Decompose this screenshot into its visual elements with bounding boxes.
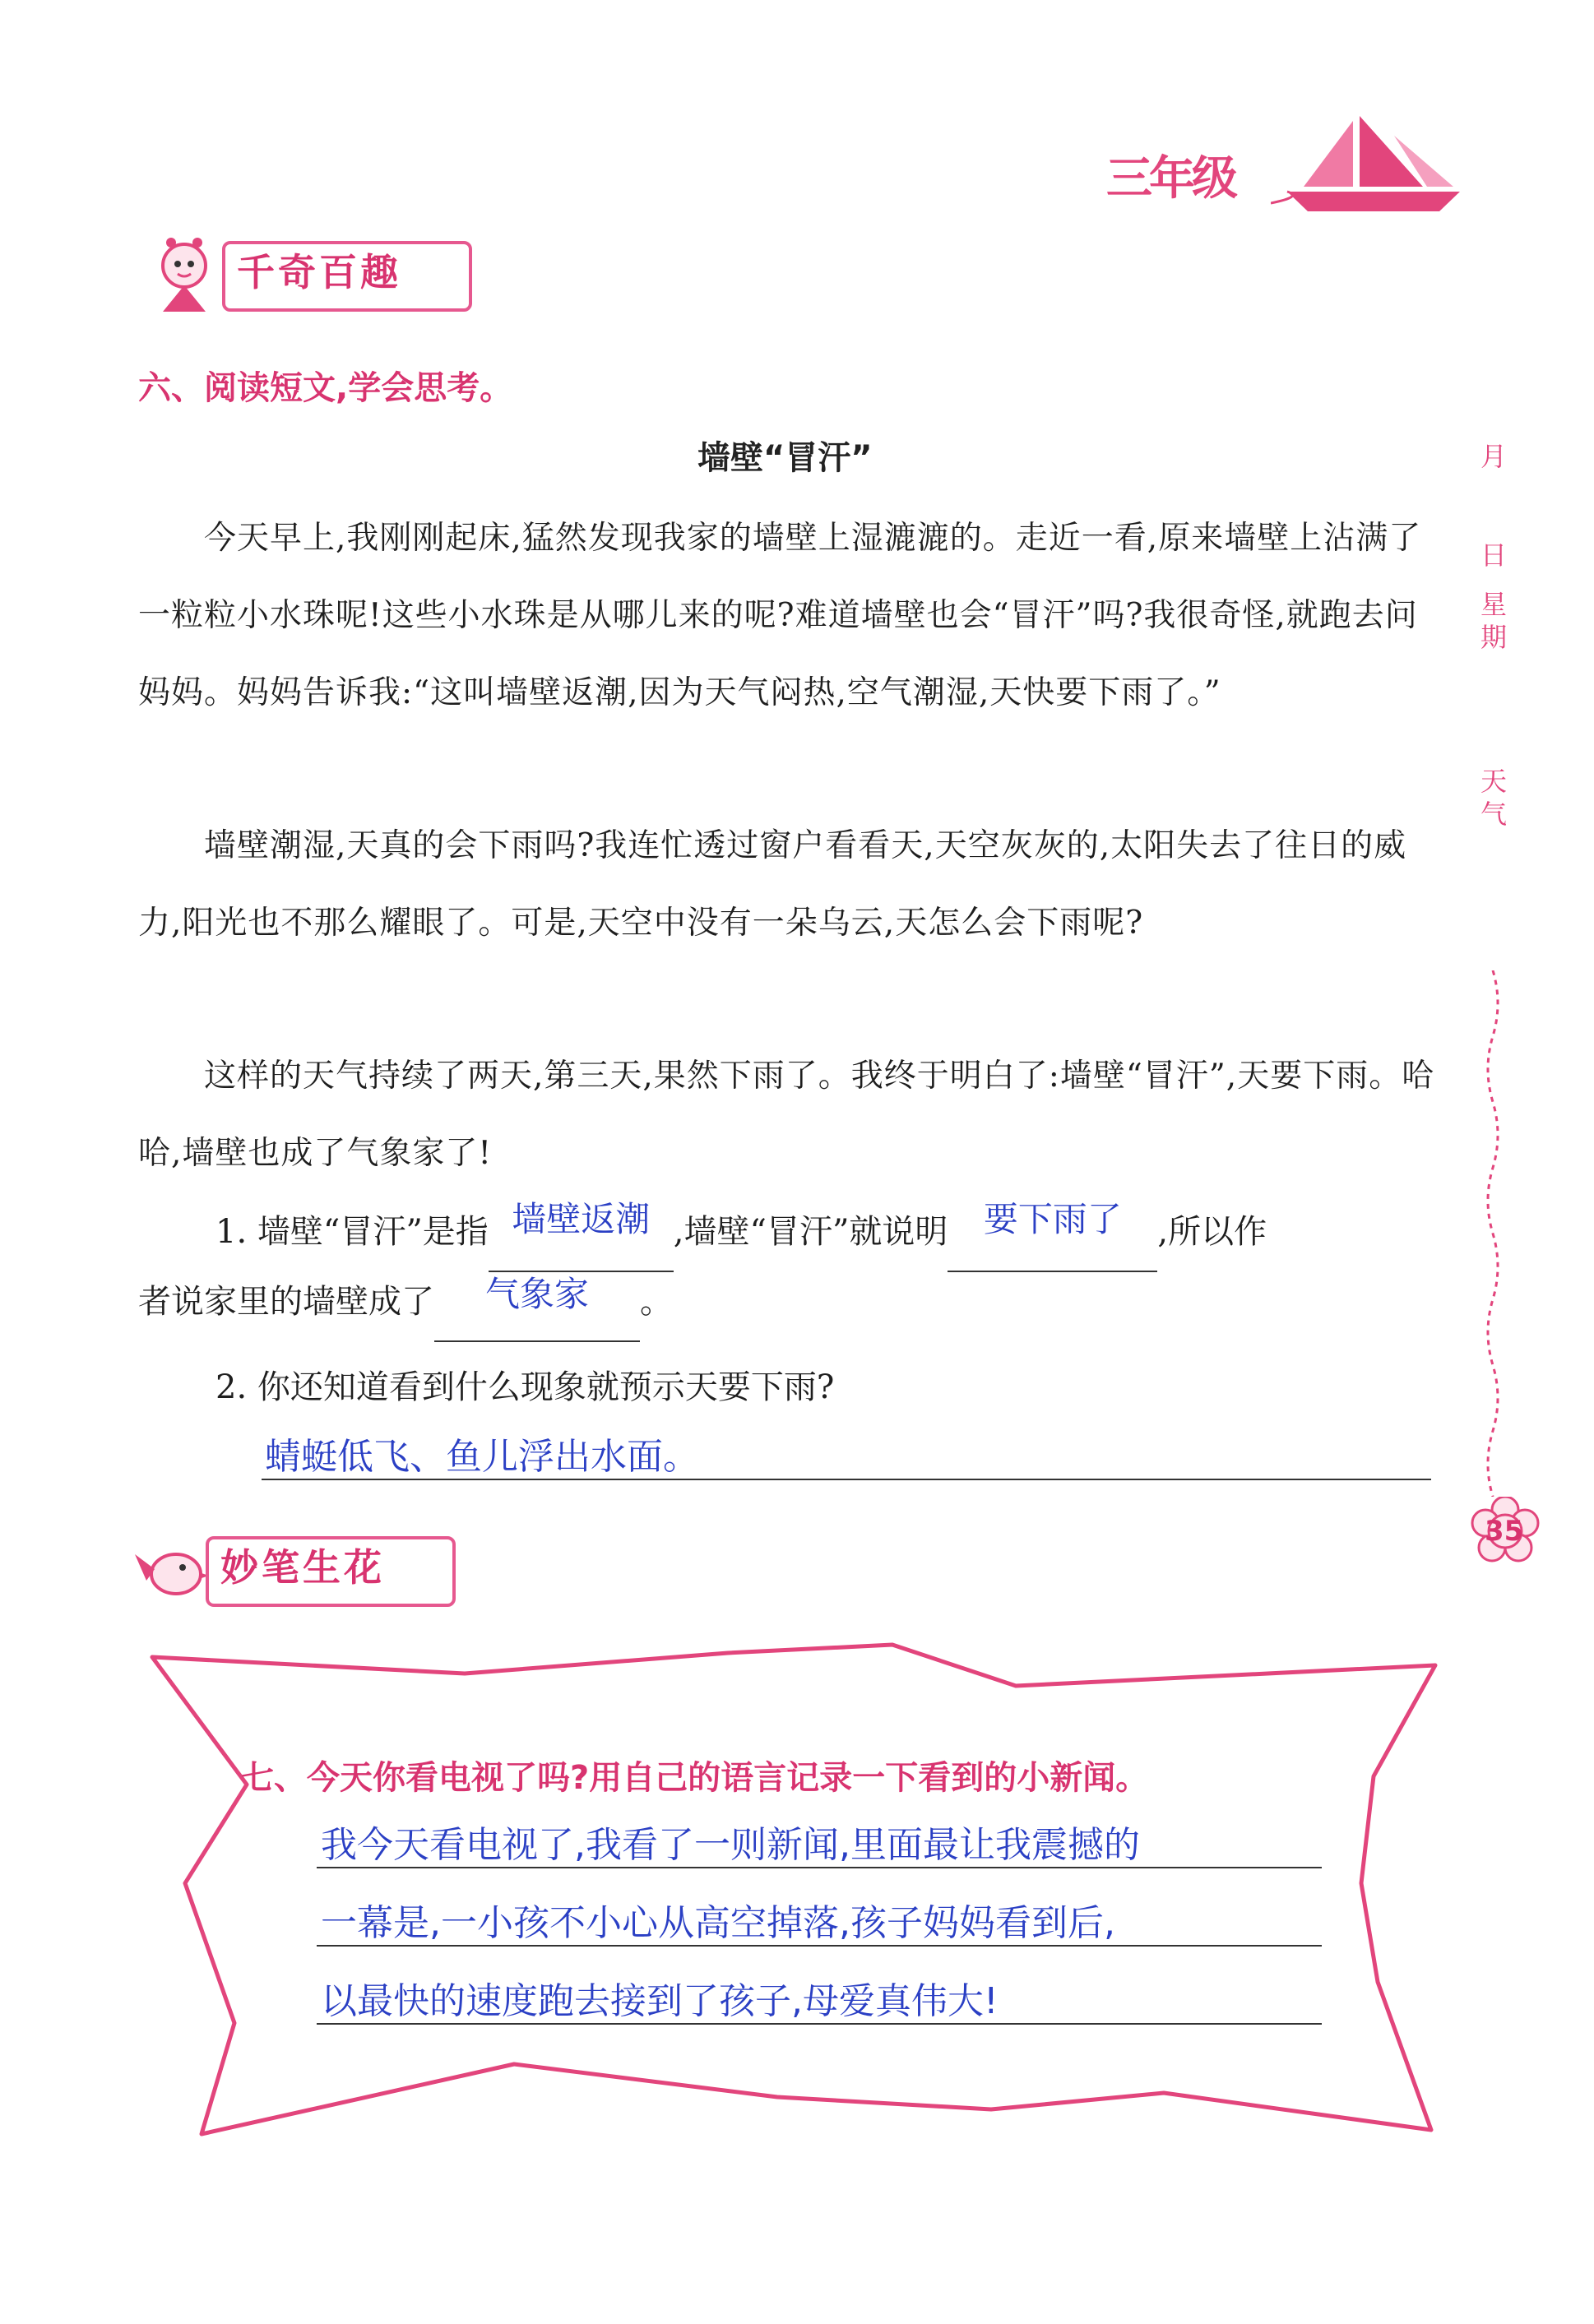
news-line-1: 我今天看电视了,我看了一则新闻,里面最让我震撼的	[321, 1824, 1140, 1866]
starburst-frame	[136, 1637, 1452, 2146]
side-day: 日	[1480, 539, 1508, 571]
story-paragraph-2: 墙壁潮湿,天真的会下雨吗?我连忙透过窗户看看天,天空灰灰的,太阳失去了往日的威力,阳光也不那么耀眼了。可是,天空中没有一朵乌云,天怎么会下雨呢?	[138, 827, 1407, 942]
page-number-badge	[1471, 1497, 1540, 1566]
story-paragraph-3: 这样的天气持续了两天,第三天,果然下雨了。我终于明白了:墙壁“冒汗”,天要下雨。哈哈,墙壁也成了气象家了!	[138, 1058, 1435, 1172]
news-rule-3[interactable]	[317, 2023, 1322, 2025]
side-vine-decoration	[1476, 970, 1509, 1497]
news-line-2: 一幕是,一小孩不小心从高空掉落,孩子妈妈看到后,	[321, 1902, 1115, 1944]
section7-title: 七、今天你看电视了吗?用自己的语言记录一下看到的小新闻。	[241, 1759, 1149, 1797]
story-title: 墙壁“冒汗”	[697, 439, 873, 477]
q1-text-3: ,所以作	[1157, 1213, 1267, 1251]
news-rule-1[interactable]	[317, 1867, 1322, 1868]
q1-blank-1[interactable]	[489, 1192, 674, 1272]
cartoon-girl-icon	[148, 234, 222, 313]
grade-label: 三年级	[1106, 152, 1235, 206]
news-line-3: 以最快的速度跑去接到了孩子,母爱真伟大!	[321, 1980, 999, 2022]
banner-title: 千奇百趣	[237, 250, 401, 294]
side-weather: 天气	[1480, 766, 1508, 830]
section6-title: 六、阅读短文,学会思考。	[138, 369, 513, 407]
side-week: 星期	[1480, 589, 1508, 653]
question-2: 2. 你还知道看到什么现象就预示天要下雨?	[215, 1368, 835, 1406]
q1-answer-2: 要下雨了	[983, 1199, 1122, 1239]
q2-answer-line[interactable]	[262, 1479, 1431, 1480]
q1-answer-1: 墙壁返潮	[512, 1199, 651, 1239]
page-number: 35	[1485, 1515, 1524, 1548]
bird-icon	[132, 1530, 211, 1609]
news-rule-2[interactable]	[317, 1945, 1322, 1947]
sailboat-icon	[1271, 111, 1485, 234]
banner-title: 妙笔生花	[220, 1545, 385, 1590]
grade-badge	[1106, 127, 1452, 234]
question-1-line-1	[215, 1192, 1267, 1272]
q1-text-1: 1. 墙壁“冒汗”是指	[215, 1213, 489, 1251]
story-paragraph-1: 今天早上,我刚刚起床,猛然发现我家的墙壁上湿漉漉的。走近一看,原来墙壁上沾满了一粒粒小水珠呢!这些小水珠是从哪儿来的呢?难道墙壁也会“冒汗”吗?我很奇怪,就跑去问妈妈。妈妈告诉我:“这叫墙壁返潮,因为天气闷热,空气潮湿,天快要下雨了。”	[138, 520, 1422, 711]
q1-text-5: 。	[640, 1283, 673, 1321]
section7-banner	[132, 1530, 477, 1609]
section6-banner	[148, 234, 493, 313]
q1-answer-3: 气象家	[484, 1274, 589, 1314]
q1-text-2: ,墙壁“冒汗”就说明	[673, 1213, 948, 1251]
q1-blank-3[interactable]	[434, 1262, 640, 1342]
side-month: 月	[1480, 441, 1508, 472]
q1-text-4: 者说家里的墙壁成了	[138, 1283, 434, 1321]
question-1-line-2	[138, 1262, 673, 1342]
q2-answer: 蜻蜓低飞、鱼儿浮出水面。	[265, 1436, 699, 1478]
q1-blank-2[interactable]	[948, 1192, 1157, 1272]
